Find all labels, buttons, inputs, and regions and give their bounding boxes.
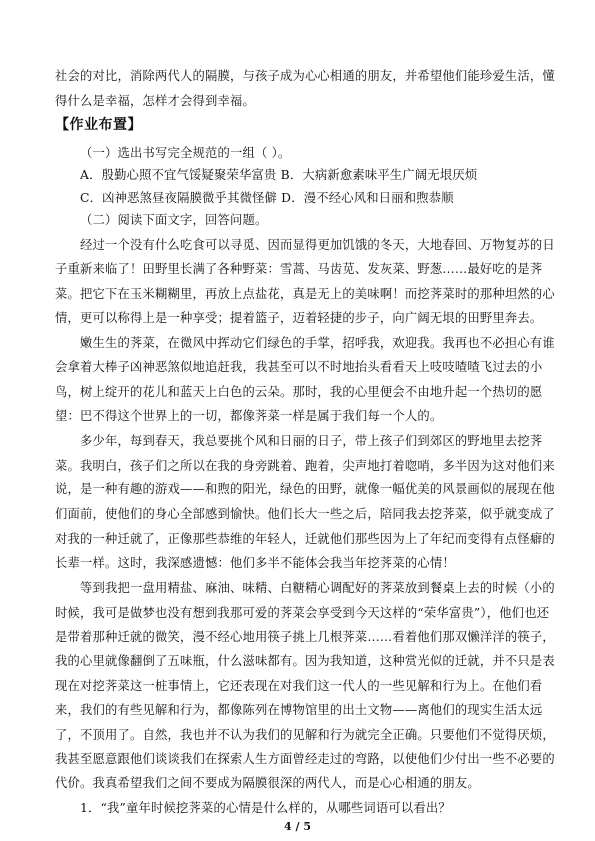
paragraph-line: 了，不顶用了。自然，我也并不认为我们的见解和行为就完全正确。只要他们不觉得厌烦，: [55, 728, 555, 742]
paragraph-line: 代价。我真希望我们之间不要成为隔膜很深的两代人，而是心心相通的朋友。: [55, 776, 480, 790]
paragraph-line: 现在对挖荠菜这一桩事情上，它还表现在对我们这一代人的一些见解和行为上。在他们看: [55, 679, 543, 693]
paragraph-line: 会拿着大棒子凶神恶煞似地追赶我，我甚至可以不时地抬头看看天上吱吱喳喳飞过去的小: [55, 360, 543, 374]
paragraph-line: 时候，我可是做梦也没有想到我那可爱的荠菜会享受到今天这样的“荣华富贵”），他们也还: [55, 606, 550, 620]
question-line: （二）阅读下面文字，回答问题。: [80, 213, 268, 227]
paragraph-line: 说，是一种有趣的游戏——和煦的阳光，绿色的田野，就像一幅优美的风景画似的展现在他: [55, 482, 555, 496]
paragraph-line: 嫩生生的荠菜，在微风中挥动它们绿色的手掌，招呼我，欢迎我。我再也不必担心有谁: [80, 336, 555, 350]
paragraph-line: 情，更可以称得上是一种享受；提着篮子，迈着轻捷的步子，向广阔无垠的田野里奔去。: [55, 311, 543, 325]
paragraph-line: 我甚至愿意跟他们谈谈我们在探索人生方面曾经走过的弯路，以使他们少付出一些不必要的: [55, 752, 555, 766]
paragraph-line: 多少年，每到春天，我总要挑个风和日丽的日子，带上孩子们到郊区的野地里去挖荠: [80, 434, 543, 448]
paragraph-line: 们面前，使他们的身心全部感到愉快。他们长大一些之后，陪同我去挖荠菜，似乎就变成了: [55, 507, 555, 521]
question-line: （一）选出书写完全规范的一组（ ）。: [80, 146, 291, 160]
paragraph-line: 望：巴不得这个世界上的一切，都像荠菜一样是属于我们每一个人的。: [55, 409, 443, 423]
option-line: C．凶神恶煞昼夜隔膜微乎其微怪僻 D．漫不经心风和日丽和煦恭顺: [80, 191, 454, 205]
paragraph-line: 对我的一种迁就了，正像那些恭维的年轻人，迁就他们那些因为上了年纪而变得有点怪癖的: [55, 532, 555, 546]
page-number: 4 / 5: [284, 820, 311, 833]
paragraph-line: 来，我们的有些见解和行为，都像陈列在博物馆里的出土文物——离他们的现实生活太远: [55, 703, 543, 717]
paragraph-line: 等到我把一盘用精盐、麻油、味精、白糖精心调配好的荠菜放到餐桌上去的时候（小的: [80, 581, 555, 595]
section-heading: 【作业布置】: [55, 117, 142, 133]
paragraph-line: 是带着那种迁就的微笑，漫不经心地用筷子挑上几根荠菜……看着他们那双懒洋洋的筷子，: [55, 630, 555, 644]
option-line: A．殷勤心照不宜气馁疑聚荣华富贵 B．大病新愈素味平生广阔无垠厌烦: [80, 168, 478, 182]
paragraph-line: 我的心里就像翻倒了五味瓶，什么滋味都有。因为我知道，这种赏光似的迁就，并不只是表: [55, 654, 555, 668]
paragraph-line: 社会的对比，消除两代人的隔膜，与孩子成为心心相通的朋友，并希望他们能珍爱生活，懂: [55, 69, 555, 83]
paragraph-line: 长辈一样。这时，我深感遗憾：他们多半不能体会我当年挖荠菜的心情！: [55, 556, 455, 570]
paragraph-line: 得什么是幸福，怎样才会得到幸福。: [55, 94, 255, 108]
paragraph-line: 菜。我明白，孩子们之所以在我的身旁跳着、跑着，尖声地打着唿哨，多半因为这对他们来: [55, 459, 555, 473]
paragraph-line: 鸟，树上绽开的花儿和蓝天上白色的云朵。那时，我的心里便会不由地升起一个热切的愿: [55, 385, 543, 399]
paragraph-line: 经过一个没有什么吃食可以寻觅、因而显得更加饥饿的冬天，大地春回、万物复苏的日: [80, 238, 555, 252]
paragraph-line: 菜。把它下在玉米糊糊里，再放上点盐花，真是无上的美味啊！而挖荠菜时的那种坦然的心: [55, 287, 555, 301]
question-line: 1．“我”童年时候挖荠菜的心情是什么样的，从哪些词语可以看出？: [80, 801, 451, 815]
paragraph-line: 子重新来临了！田野里长满了各种野菜：雪蒿、马齿苋、发灰菜、野葱……最好吃的是荠: [55, 262, 543, 276]
